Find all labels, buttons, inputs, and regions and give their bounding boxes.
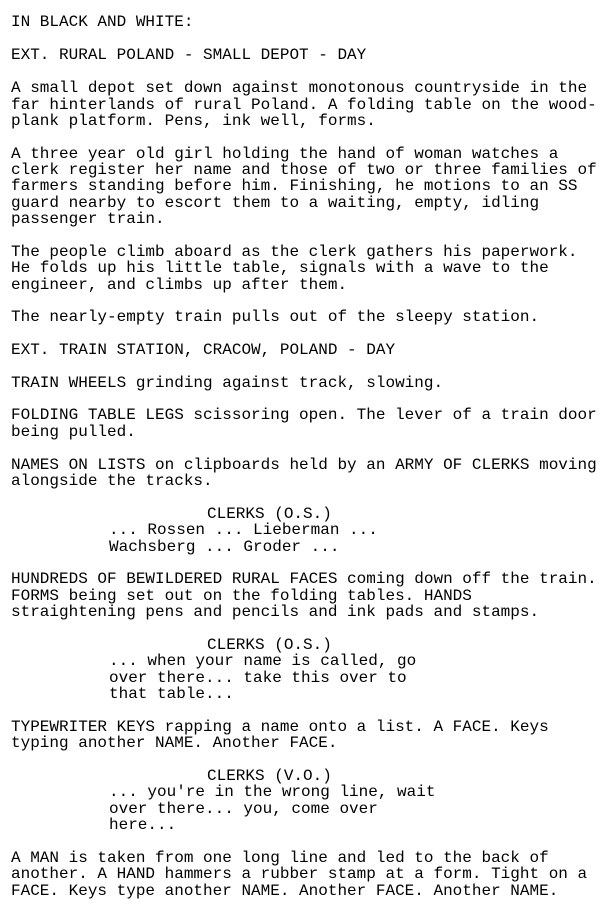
action-line: typing another NAME. Another FACE.: [11, 734, 338, 752]
dialogue-line: here...: [109, 816, 177, 834]
action-line: far hinterlands of rural Poland. A folding table on the wood-: [11, 96, 597, 114]
action-line: guard nearby to escort them to a waiting, empty, idling: [11, 194, 540, 212]
dialogue-line: ... when your name is called, go: [109, 652, 417, 670]
action-line: The nearly-empty train pulls out of the sleepy station.: [11, 308, 540, 326]
dialogue-line: that table...: [109, 685, 234, 703]
dialogue-line: over there... take this over to: [109, 669, 407, 687]
action-line: clerk register her name and those of two or three families of: [11, 161, 597, 179]
action-line: straightening pens and pencils and ink pads and stamps.: [11, 603, 540, 621]
scene-heading: EXT. TRAIN STATION, CRACOW, POLAND - DAY: [11, 341, 396, 359]
action-line: being pulled.: [11, 423, 136, 441]
action-line: FORMS being set out on the folding tables. HANDS: [11, 587, 472, 605]
action-line: A three year old girl holding the hand of woman watches a: [11, 145, 559, 163]
action-line: NAMES ON LISTS on clipboards held by an ARMY OF CLERKS moving: [11, 456, 597, 474]
action-line: A MAN is taken from one long line and led to the back of: [11, 849, 549, 867]
dialogue-line: ... Rossen ... Lieberman ...: [109, 521, 378, 539]
action-line: A small depot set down against monotonous countryside in the: [11, 79, 588, 97]
character-name: CLERKS (V.O.): [207, 767, 332, 785]
action-line: passenger train.: [11, 210, 165, 228]
action-line: HUNDREDS OF BEWILDERED RURAL FACES coming down off the train.: [11, 570, 597, 588]
transition-text: IN BLACK AND WHITE:: [11, 13, 194, 31]
scene-heading: EXT. RURAL POLAND - SMALL DEPOT - DAY: [11, 46, 367, 64]
dialogue-line: Wachsberg ... Groder ...: [109, 538, 340, 556]
action-line: alongside the tracks.: [11, 472, 213, 490]
action-line: farmers standing before him. Finishing, he motions to an SS: [11, 177, 578, 195]
action-line: FACE. Keys type another NAME. Another FACE. Another NAME.: [11, 882, 559, 900]
action-line: The people climb aboard as the clerk gathers his paperwork.: [11, 243, 578, 261]
action-line: FOLDING TABLE LEGS scissoring open. The lever of a train door: [11, 406, 597, 424]
action-line: plank platform. Pens, ink well, forms.: [11, 112, 376, 130]
action-line: another. A HAND hammers a rubber stamp at a form. Tight on a: [11, 865, 588, 883]
action-line: He folds up his little table, signals with a wave to the: [11, 259, 549, 277]
character-name: CLERKS (O.S.): [207, 636, 332, 654]
action-line: engineer, and climbs up after them.: [11, 276, 348, 294]
action-line: TRAIN WHEELS grinding against track, slowing.: [11, 374, 444, 392]
character-name: CLERKS (O.S.): [207, 505, 332, 523]
action-line: TYPEWRITER KEYS rapping a name onto a list. A FACE. Keys: [11, 718, 549, 736]
dialogue-line: ... you're in the wrong line, wait: [109, 783, 436, 801]
dialogue-line: over there... you, come over: [109, 800, 378, 818]
